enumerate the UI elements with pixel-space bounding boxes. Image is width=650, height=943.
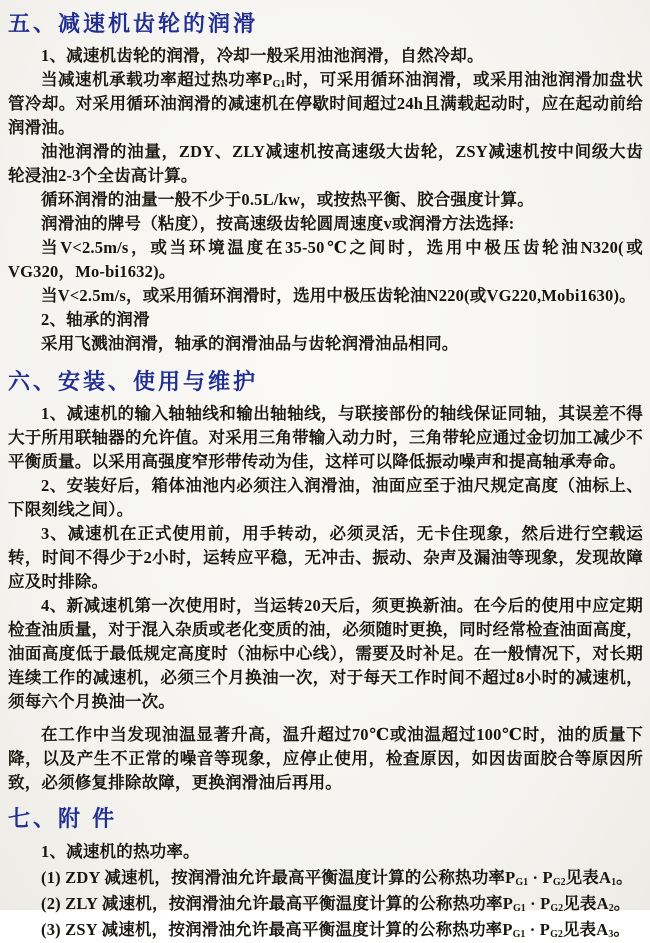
section-install-use-maintain xyxy=(8,368,643,795)
paragraph: 循环润滑的油量一般不少于0.5L/kw，或按热平衡、胶合强度计算。 xyxy=(41,190,534,209)
section-appendix xyxy=(8,805,643,943)
section-heading: 五、减速机齿轮的润滑 xyxy=(8,11,259,36)
paragraph: (3) ZSY 减速机，按润滑油允许最高平衡温度计算的公称热功率$P_{G1} \cdot P_{G2}$见表$A_3$。 xyxy=(41,920,631,940)
paragraph: 当V<2.5m/s，或采用循环润滑时，选用中极压齿轮油N220(或VG220,Mobi1630)。 xyxy=(41,286,636,305)
paragraph: (2) ZLY 减速机，按润滑油允许最高平衡温度计算的公称热功率$P_{G1} \cdot P_{G2}$见表$A_2$。 xyxy=(41,894,631,914)
paragraph: 1、减速机的热功率。 xyxy=(41,842,200,861)
paragraph: 4、新减速机第一次使用时，当运转20天后，须更换新油。在今后的使用中应定期检查油质量，对于混入杂质或老化变质的油，必须随时更换，同时经常检查油面高度，油面高度低于最低规定高度时（油标中心线），需要及时补足。在一般情况下，对长期连续工作的减速机，必须三个月换油一次，对于每天工作时间不超过8小时的减速机，须每六个月换油一次。 xyxy=(8,596,643,711)
paragraph: 油池润滑的油量，ZDY、ZLY减速机按高速级大齿轮，ZSY减速机按中间级大齿轮浸油2-3个全齿高计算。 xyxy=(8,142,643,185)
section-gear-lubrication xyxy=(8,10,643,356)
paragraph: 当减速机承载功率超过热功率$P_{G1}$时，可采用循环油润滑，或采用油池润滑加盘状管冷却。对采用循环油润滑的减速机在停歇时间超过24h且满载起动时，应在起动前给润滑油。 xyxy=(8,70,643,137)
paragraph: 在工作中当发现油温显著升高，温升超过70℃或油温超过100℃时，油的质量下降，以及产生不正常的噪音等现象，应停止使用，检查原因，如因齿面胶合等原因所致，必须修复排除故障，更换润滑油后再用。 xyxy=(8,725,643,792)
paragraph: 2、安装好后，箱体油池内必须注入润滑油，油面应至于油尺规定高度（油标上、下限刻线之间）。 xyxy=(8,476,643,519)
paragraph: 1、减速机的输入轴轴线和输出轴轴线，与联接部份的轴线保证同轴，其误差不得大于所用联轴器的允许值。对采用三角带输入动力时，三角带轮应通过金切加工减少不平衡质量。以采用高强度窄形带传动为佳，这样可以降低振动噪声和提高轴承寿命。 xyxy=(8,404,643,471)
paragraph: 2、轴承的润滑 xyxy=(41,310,150,329)
paragraph: 润滑油的牌号（粘度），按高速级齿轮圆周速度v或润滑方法选择: xyxy=(41,214,515,233)
paragraph: 采用飞溅油润滑，轴承的润滑油品与齿轮润滑油品相同。 xyxy=(41,334,459,353)
section-heading: 七、附 件 xyxy=(8,806,118,831)
section-heading: 六、安装、使用与维护 xyxy=(8,369,259,394)
paragraph: 当V<2.5m/s，或当环境温度在35-50℃之间时，选用中极压齿轮油N320(或VG320，Mo-bi1632)。 xyxy=(8,238,643,281)
paragraph: 3、减速机在正式使用前，用手转动，必须灵活，无卡住现象，然后进行空载运转，时间不得少于2小时，运转应平稳，无冲击、振动、杂声及漏油等现象，发现故障应及时排除。 xyxy=(8,524,643,591)
paragraph: 1、减速机齿轮的润滑，冷却一般采用油池润滑，自然冷却。 xyxy=(41,46,484,65)
paragraph: (1) ZDY 减速机，按润滑油允许最高平衡温度计算的公称热功率$P_{G1} \cdot P_{G2}$见表$A_1$。 xyxy=(41,868,633,888)
